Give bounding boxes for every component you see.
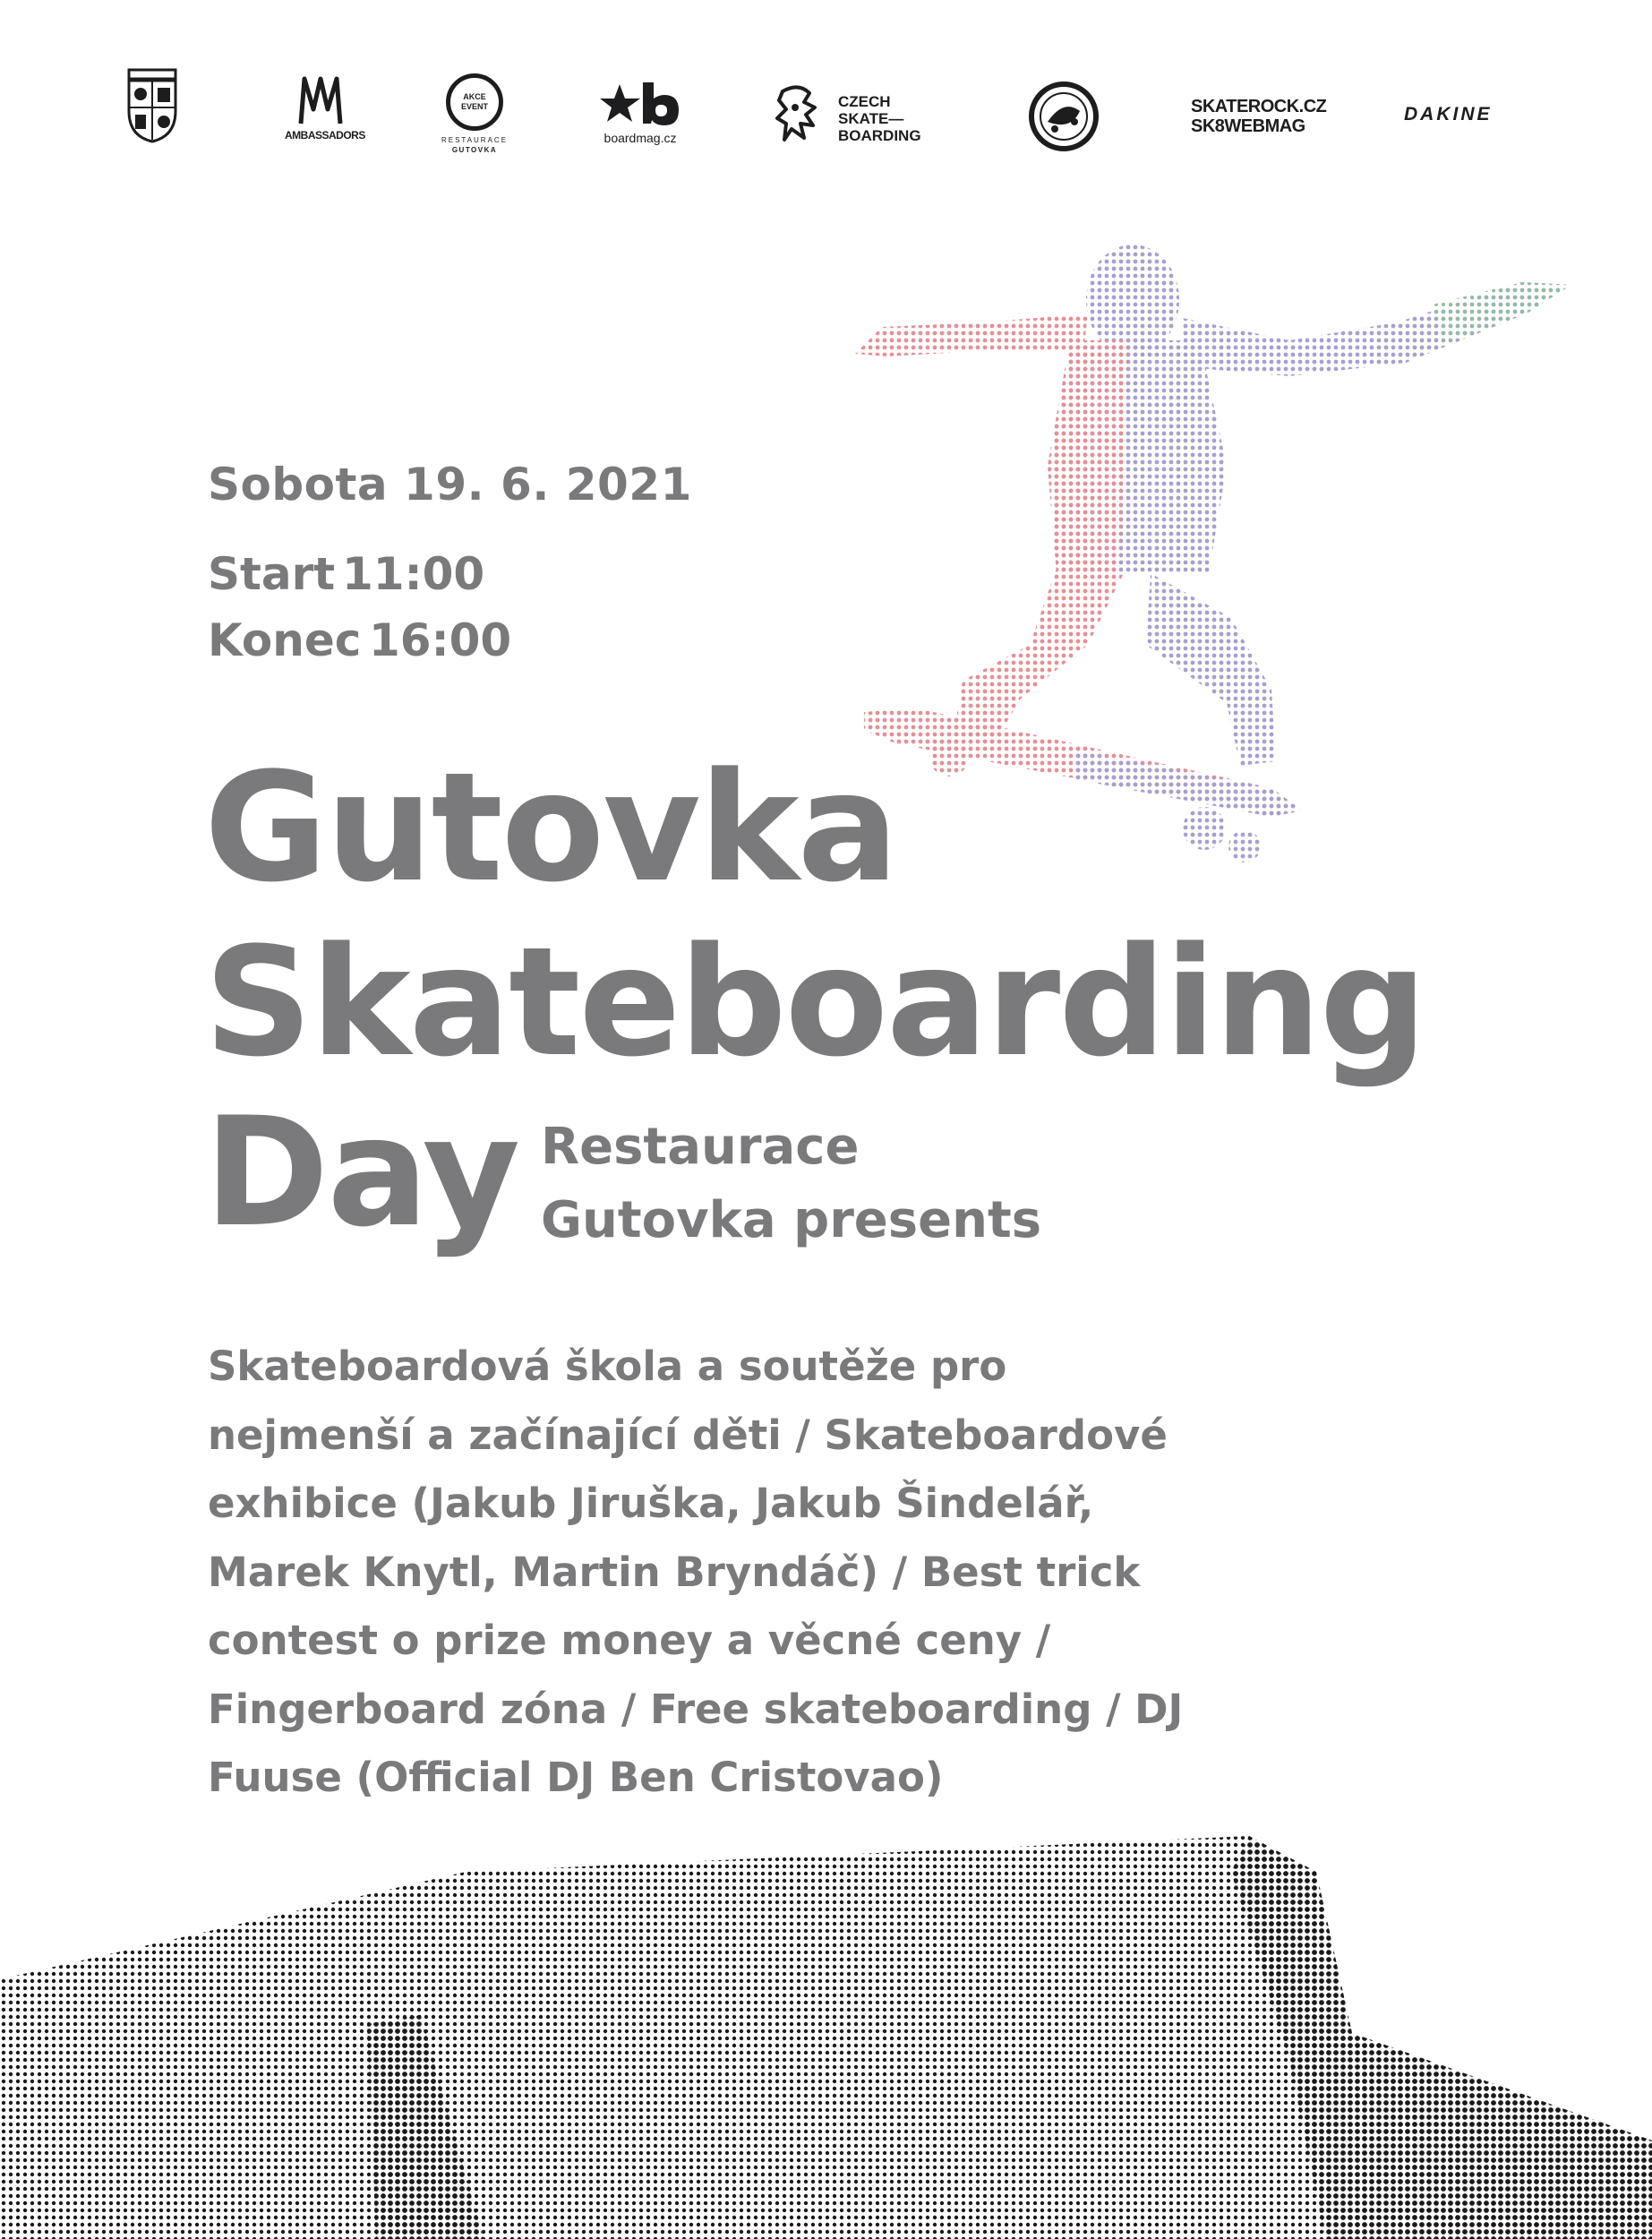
czech-skateboarding-line3: BOARDING (838, 127, 921, 144)
skaterock-logo-line2: SK8WEBMAG (1191, 116, 1305, 136)
presents-line-1: Restaurace (541, 1118, 860, 1176)
skaterock-logo (1191, 97, 1326, 136)
czech-skateboarding-line2: SKATE— (838, 110, 904, 127)
skate-academy-logo (1028, 81, 1100, 152)
dakine-logo (1404, 104, 1493, 125)
title-line-2: Skateboarding (204, 914, 1425, 1090)
end-label: Konec (208, 614, 362, 666)
czech-skateboarding-line1: CZECH (838, 93, 891, 110)
end-time-row (208, 614, 511, 666)
skate-ramp-image (0, 1836, 1652, 2239)
skater-image (855, 244, 1571, 862)
coat-of-arms-logo (124, 68, 181, 143)
ambassadors-logo (285, 73, 365, 142)
akce-event-logo (439, 73, 510, 154)
event-date: Sobota 19. 6. 2021 (208, 459, 692, 510)
akce-event-logo-text: AKCE EVENT (460, 92, 488, 111)
title-line-3: Day (204, 1085, 519, 1260)
ambassadors-logo-text: AMBASSADORS (285, 129, 365, 142)
akce-event-logo-caption: RESTAURACE (441, 136, 509, 144)
title-line-1: Gutovka (204, 740, 897, 915)
boardmag-logo-text: boardmag.cz (603, 131, 677, 145)
start-time-row (208, 548, 484, 600)
boardmag-logo (591, 82, 689, 145)
dakine-logo-text: DAKINE (1404, 104, 1493, 124)
presents-line-2: Gutovka presents (541, 1191, 1042, 1249)
start-time: 11:00 (342, 548, 485, 600)
akce-event-logo-caption2: GUTOVKA (451, 146, 498, 154)
end-time: 16:00 (369, 614, 512, 666)
skaterock-logo-line1: SKATEROCK.CZ (1191, 97, 1327, 116)
event-description: Skateboardová škola a soutěže pro nejmenší a začínající děti / Skateboardové exhibice (Jakub Jiruška, Jakub Šindelář, Marek Knytl, Martin Bryndáč) / Best trick contest o prize money a věcné ceny / Fingerboard zóna / Free skateboarding / DJ Fuuse (Official DJ Ben Cristovao) (208, 1343, 1184, 1801)
start-label: Start (208, 548, 336, 600)
sponsor-logos (0, 0, 1652, 233)
